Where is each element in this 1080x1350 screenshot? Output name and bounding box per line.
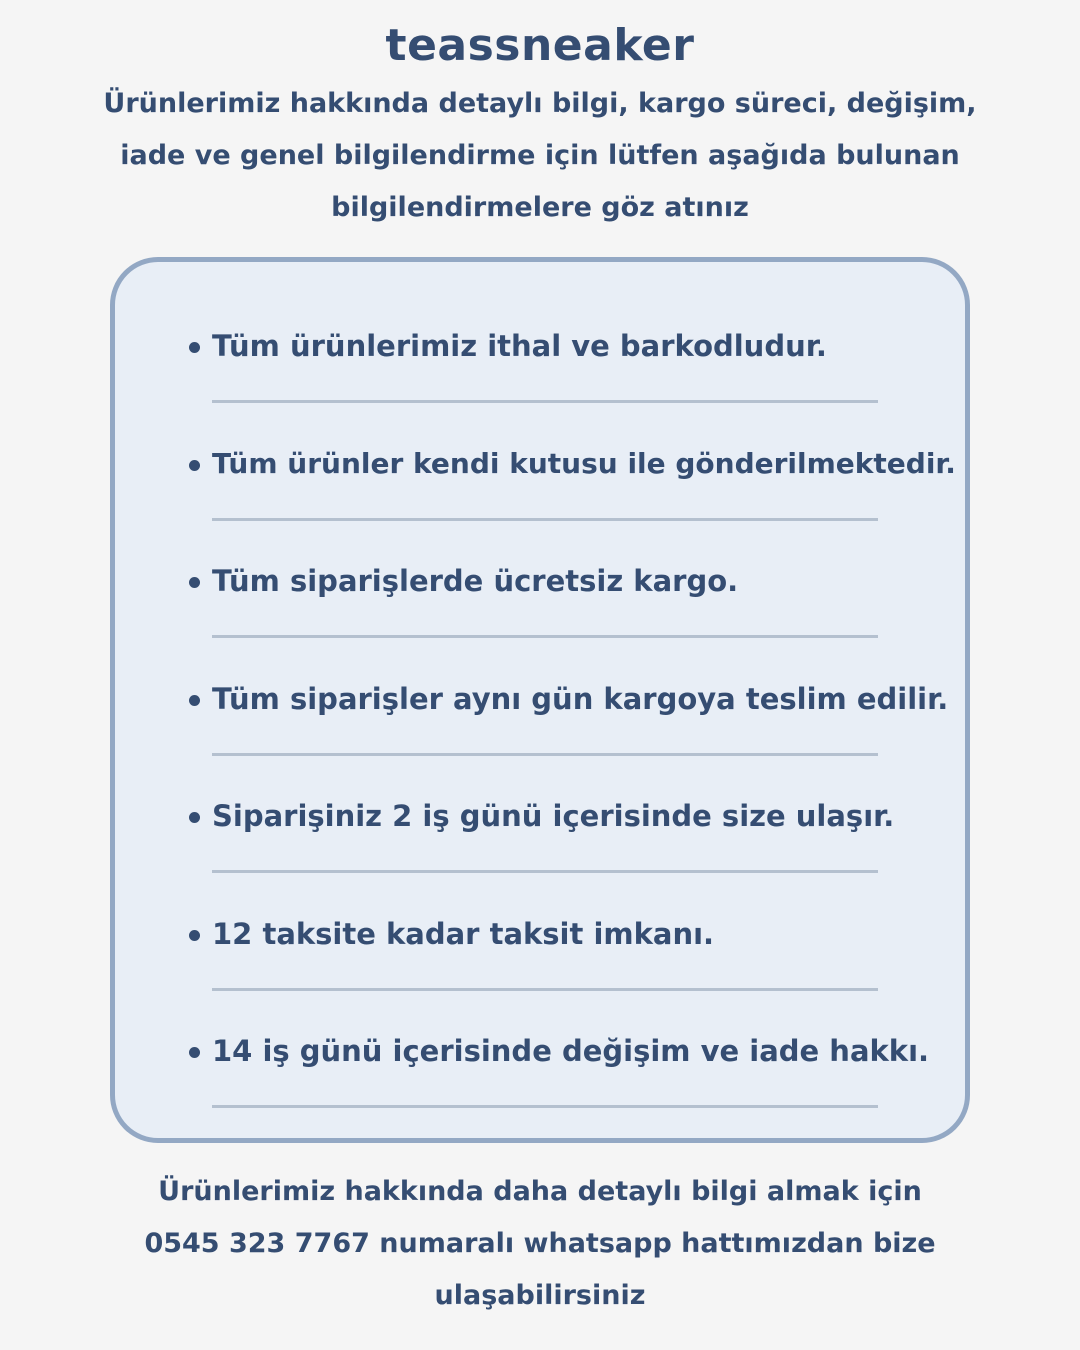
bullet-icon <box>189 812 200 823</box>
info-list-item <box>115 967 975 1085</box>
info-card <box>110 257 970 1143</box>
info-list-item <box>115 732 975 850</box>
info-list-item <box>115 497 975 615</box>
brand-title: teassneaker <box>385 20 695 71</box>
divider <box>212 1105 878 1108</box>
footer-line: Ürünlerimiz hakkında daha detaylı bilgi almak için <box>158 1176 922 1207</box>
info-item-text: Siparişiniz 2 iş günü içerisinde size ulaşır. <box>212 799 895 833</box>
info-item-text: Tüm ürünler kendi kutusu ile gönderilmektedir. <box>212 447 956 480</box>
bullet-icon <box>189 577 200 588</box>
info-item-text: 14 iş günü içerisinde değişim ve iade hakkı. <box>212 1034 930 1068</box>
intro-text <box>90 78 990 234</box>
bullet-icon <box>189 342 200 353</box>
info-list-item <box>115 262 975 380</box>
info-list-item <box>115 615 975 733</box>
bullet-icon <box>189 460 200 471</box>
bullet-icon <box>189 1047 200 1058</box>
info-list-item <box>115 850 975 968</box>
intro-line: Ürünlerimiz hakkında detaylı bilgi, kargo süreci, değişim, <box>103 88 977 119</box>
info-item-text: Tüm siparişler aynı gün kargoya teslim edilir. <box>212 682 949 716</box>
intro-line: iade ve genel bilgilendirme için lütfen aşağıda bulunan <box>120 140 960 171</box>
info-item-text: 12 taksite kadar taksit imkanı. <box>212 917 715 951</box>
info-item-text: Tüm siparişlerde ücretsiz kargo. <box>212 564 739 598</box>
bullet-icon <box>189 930 200 941</box>
bullet-icon <box>189 695 200 706</box>
footer-line: ulaşabilirsiniz <box>434 1280 646 1311</box>
info-item-text: Tüm ürünlerimiz ithal ve barkodludur. <box>212 329 827 363</box>
footer-contact-text <box>90 1166 990 1322</box>
info-list-item <box>115 380 975 498</box>
intro-line: bilgilendirmelere göz atınız <box>331 192 749 223</box>
footer-line: 0545 323 7767 numaralı whatsapp hattımızdan bize <box>144 1228 936 1259</box>
